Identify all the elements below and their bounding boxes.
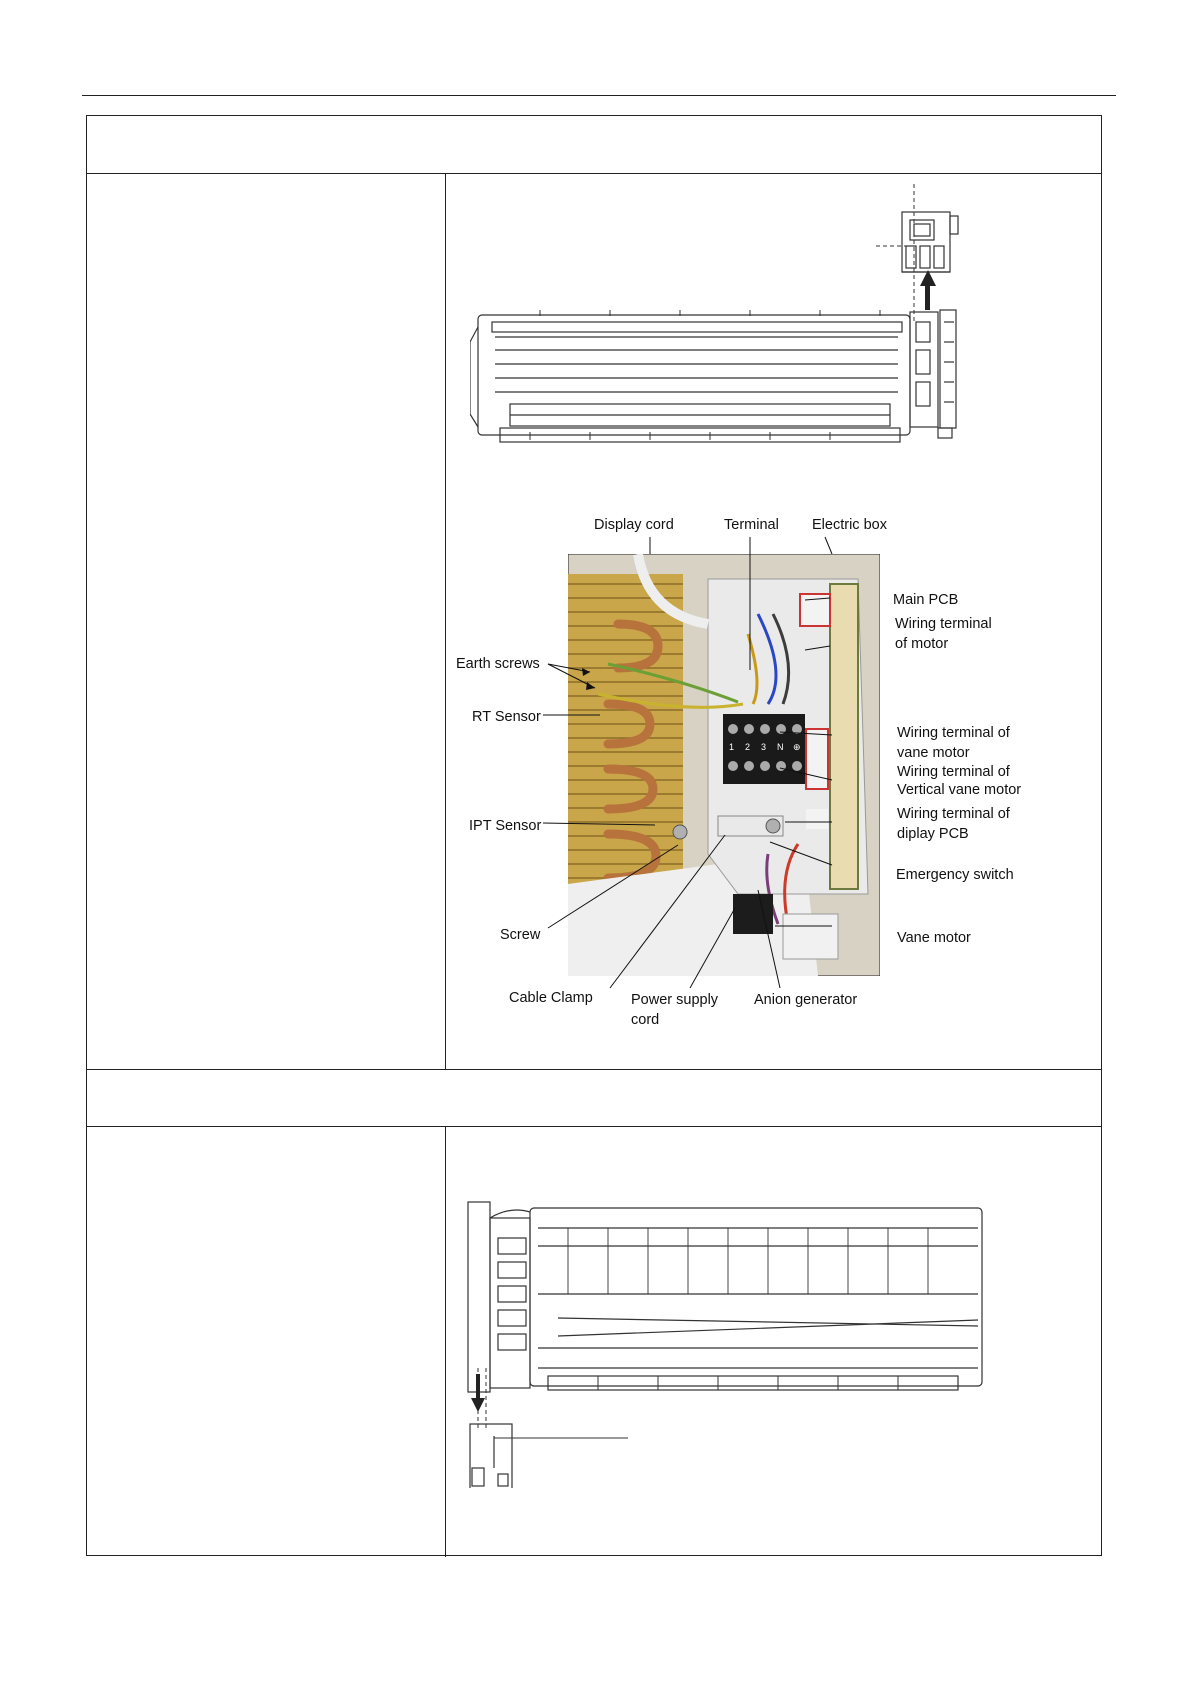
row-divider-1 (87, 173, 1101, 174)
label-emergency-switch: Emergency switch (896, 867, 1014, 883)
terminal-2: 2 (745, 742, 751, 752)
label-wiring-terminal-motor-line2: of motor (895, 636, 949, 652)
column-divider-2 (445, 1126, 446, 1557)
label-vane-motor-terminal-line1: Wiring terminal of (897, 725, 1010, 741)
label-display-pcb-terminal-line2: diplay PCB (897, 826, 969, 842)
label-vertical-vane-terminal-line1: Wiring terminal of (897, 764, 1010, 780)
label-display-pcb-terminal-line1: Wiring terminal of (897, 806, 1010, 822)
row-divider-2 (87, 1069, 1101, 1070)
label-power-supply-cord-line1: Power supply (631, 992, 719, 1008)
terminal-1: 1 (729, 742, 735, 752)
label-anion-generator: Anion generator (754, 992, 858, 1008)
label-cable-clamp: Cable Clamp (509, 990, 593, 1006)
label-wiring-terminal-motor-line1: Wiring terminal (895, 616, 992, 632)
label-power-supply-cord-line2: cord (631, 1012, 660, 1028)
label-vane-motor: Vane motor (897, 930, 971, 946)
component-removal-drawing (458, 1198, 998, 1488)
label-display-cord: Display cord (594, 517, 674, 533)
header-rule (82, 95, 1116, 96)
terminal-earth: ⊕ (793, 742, 801, 752)
label-screw: Screw (500, 927, 541, 943)
row-divider-3 (87, 1126, 1101, 1127)
label-earth-screws: Earth screws (456, 656, 540, 672)
label-main-pcb: Main PCB (893, 592, 959, 608)
label-rt-sensor: RT Sensor (472, 709, 541, 725)
label-vane-motor-terminal-line2: vane motor (897, 745, 970, 761)
terminal-3: 3 (761, 742, 767, 752)
label-vertical-vane-terminal-line2: Vertical vane motor (897, 782, 1022, 798)
electric-box-removal-drawing (470, 182, 990, 472)
terminal-n: N (777, 742, 784, 752)
label-electric-box: Electric box (812, 517, 887, 533)
label-ipt-sensor: IPT Sensor (469, 818, 542, 834)
label-terminal: Terminal (724, 517, 779, 533)
